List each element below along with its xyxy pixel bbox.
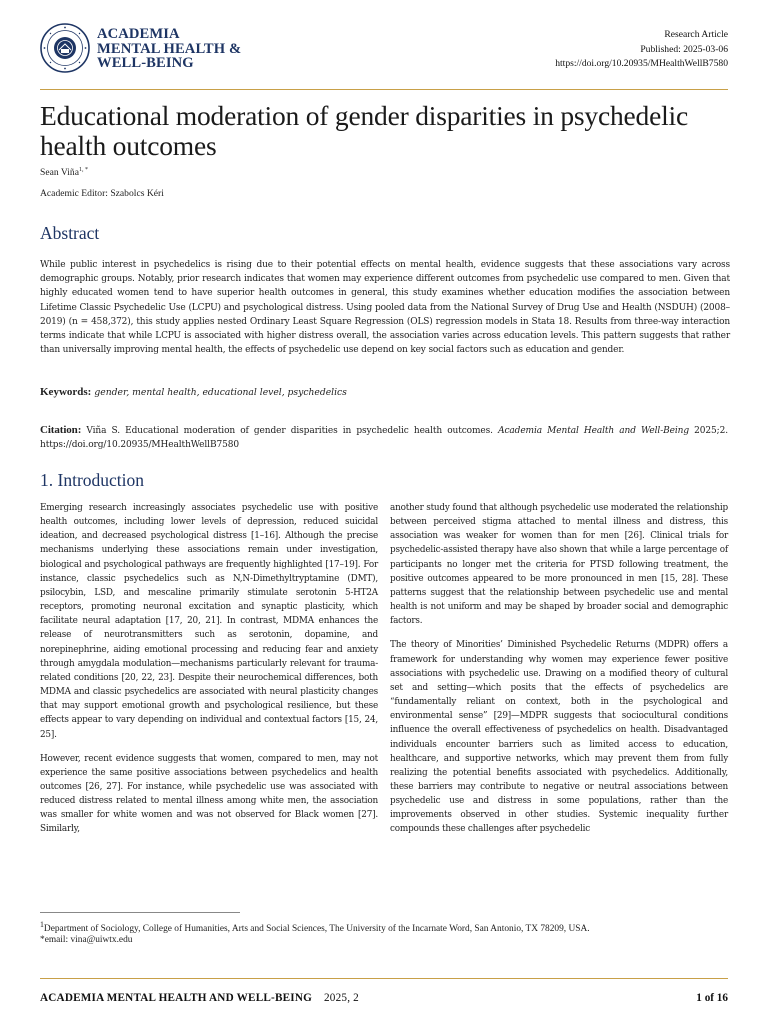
email-footnote: *email: vina@uiwtx.edu	[40, 935, 133, 945]
intro-paragraph-3: another study found that although psychedelic use moderated the relationship between perceived stigma attached to mental illness and distress, this association was weaker for women than for men [26]. Clinical trials for psychedelic-assisted therapy have also shown that while a large percentage of participants no longer met the criteria for PTSD following treatment, the positive outcomes appeared to be more pronounced in men [15, 28]. These patterns suggest that the relationship between psychedelic use and mental health is not uniform and may be shaped by broader social and demographic factors.	[390, 503, 728, 627]
author-name: Sean Viña	[40, 167, 79, 179]
keywords	[40, 386, 730, 398]
published-date: Published: 2025-03-06	[640, 43, 728, 55]
header-divider	[40, 89, 728, 90]
affiliation-footnote	[40, 920, 590, 934]
journal-header	[40, 22, 728, 78]
footer-journal-name: ACADEMIA MENTAL HEALTH AND WELL-BEING	[40, 992, 313, 1004]
journal-name-line-1: ACADEMIA	[97, 26, 180, 42]
page-number: 1 of 16	[696, 992, 728, 1004]
citation-tail: 2025;2. https://doi.org/10.20935/MHealthWellB7580	[40, 426, 728, 451]
keywords-label: Keywords:	[40, 386, 92, 398]
journal-seal-logo	[40, 23, 90, 73]
academic-editor: Academic Editor: Szabolcs Kéri	[40, 188, 164, 199]
article-type: Research Article	[664, 29, 728, 40]
author-affiliation-sup: 1, *	[78, 167, 88, 173]
citation	[40, 423, 728, 452]
article-title: Educational moderation of gender disparities in psychedelic health outcomes	[40, 100, 688, 161]
abstract-text: While public interest in psychedelics is rising due to their potential effects on mental health, evidence suggests that these associations vary across demographic groups. Notably, prior research indicates that women may experience different outcomes from psychedelic use compared to men. Given that highly educated women tend to have superior health outcomes in general, this study examines whether education modifies the association between Lifetime Classic Psychedelic Use (LCPU) and psychological distress. Using pooled data from the National Survey of Drug Use and Health (NSDUH) (2008–2019) (n = 458,372), this study applies nested Ordinary Least Square Regression (OLS) regression models in Stata 18. Results from three-way interaction terms indicate that while LCPU is associated with higher distress overall, the association varies across education levels. This pattern suggests that rather than universally improving mental health, the effects of psychedelic use depend on key social factors such as education and gender.	[40, 260, 730, 356]
footer-volume: 2025, 2	[324, 992, 359, 1004]
journal-name	[97, 27, 241, 71]
footnote-divider	[40, 912, 240, 913]
intro-left-column	[40, 501, 378, 847]
article-meta	[555, 28, 728, 72]
journal-name-line-2: MENTAL HEALTH &	[97, 40, 242, 57]
intro-paragraph-2: However, recent evidence suggests that women, compared to men, may not experience the same positive associations between psychedelics and health outcomes [26, 27]. For instance, while psychedelic use was associated with reduced distress related to mental illness among white men, the association was smaller for white women and was not observed for Black women [27]. Similarly,	[40, 753, 378, 835]
introduction-heading: 1. Introduction	[40, 470, 145, 490]
journal-name-line-3: WELL-BEING	[97, 55, 194, 71]
citation-label: Citation:	[40, 424, 82, 436]
affiliation-text: Department of Sociology, College of Humanities, Arts and Social Sciences, The University of the Incarnate Word, San Antonio, TX 78209, USA.	[43, 924, 590, 935]
doi-link[interactable]: https://doi.org/10.20935/MHealthWellB7580	[555, 58, 728, 70]
citation-text: Viña S. Educational moderation of gender disparities in psychedelic health outcomes.	[86, 426, 493, 436]
intro-paragraph-1: Emerging research increasingly associates psychedelic use with positive health outcomes, including lower levels of depression, reduced suicidal ideation, and decreased psychological distress [1–16]. Although the precise mechanisms underlying these associations remain under investigation, biological and psychological pathways are frequently highlighted [17–19]. For instance, classic psychedelics such as N,N-Dimethyltryptamine (DMT), psilocybin, LSD, and mescaline primarily stimulate serotonin 5-HT2A receptors, promoting neuronal excitation and synaptic plasticity, which facilitate neural adaptation [17, 20, 21]. In contrast, MDMA enhances the release of neurotransmitters such as serotonin, dopamine, and norepinephrine, aiding emotional processing and reducing fear and anxiety through amygdala modulation—mechanisms particularly relevant for trauma-related conditions [20, 22, 23]. Despite their neurochemical differences, both MDMA and classic psychedelics are associated with neural plasticity changes that may support emotional growth and psychological resilience, but these effects appear to vary depending on individual and contextual factors [15, 24, 25].	[40, 503, 378, 740]
citation-journal: Academia Mental Health and Well-Being	[498, 426, 690, 436]
intro-paragraph-4: The theory of Minorities’ Diminished Psychedelic Returns (MDPR) offers a framework for understanding why women may experience fewer positive associations with psychedelic use. Drawing on a modified theory of cultural set and setting—which posits that the effects of psychedelics are “fundamentally reliant on context, both in the psychological and environmental sense” [29]—MDPR suggests that sociocultural conditions influence the overall effectiveness of psychedelics on health. Disadvantaged individuals encounter barriers such as limited access to education, healthcare, and supportive networks, which may prevent them from fully realizing the potential benefits associated with psychedelics. Additionally, these barriers may contribute to negative or neutral associations between psychedelic use and distress in some populations, rather than the improvements observed in other studies. Systemic inequality further compounds these challenges after psychedelic	[390, 640, 728, 835]
keywords-value: gender, mental health, educational level, psychedelics	[94, 387, 347, 398]
affiliation-sup: 1	[40, 920, 44, 929]
abstract-heading: Abstract	[40, 223, 100, 243]
author-line	[40, 167, 88, 178]
footer-journal	[40, 992, 359, 1004]
intro-right-column	[390, 501, 728, 847]
footer-divider	[40, 978, 728, 979]
